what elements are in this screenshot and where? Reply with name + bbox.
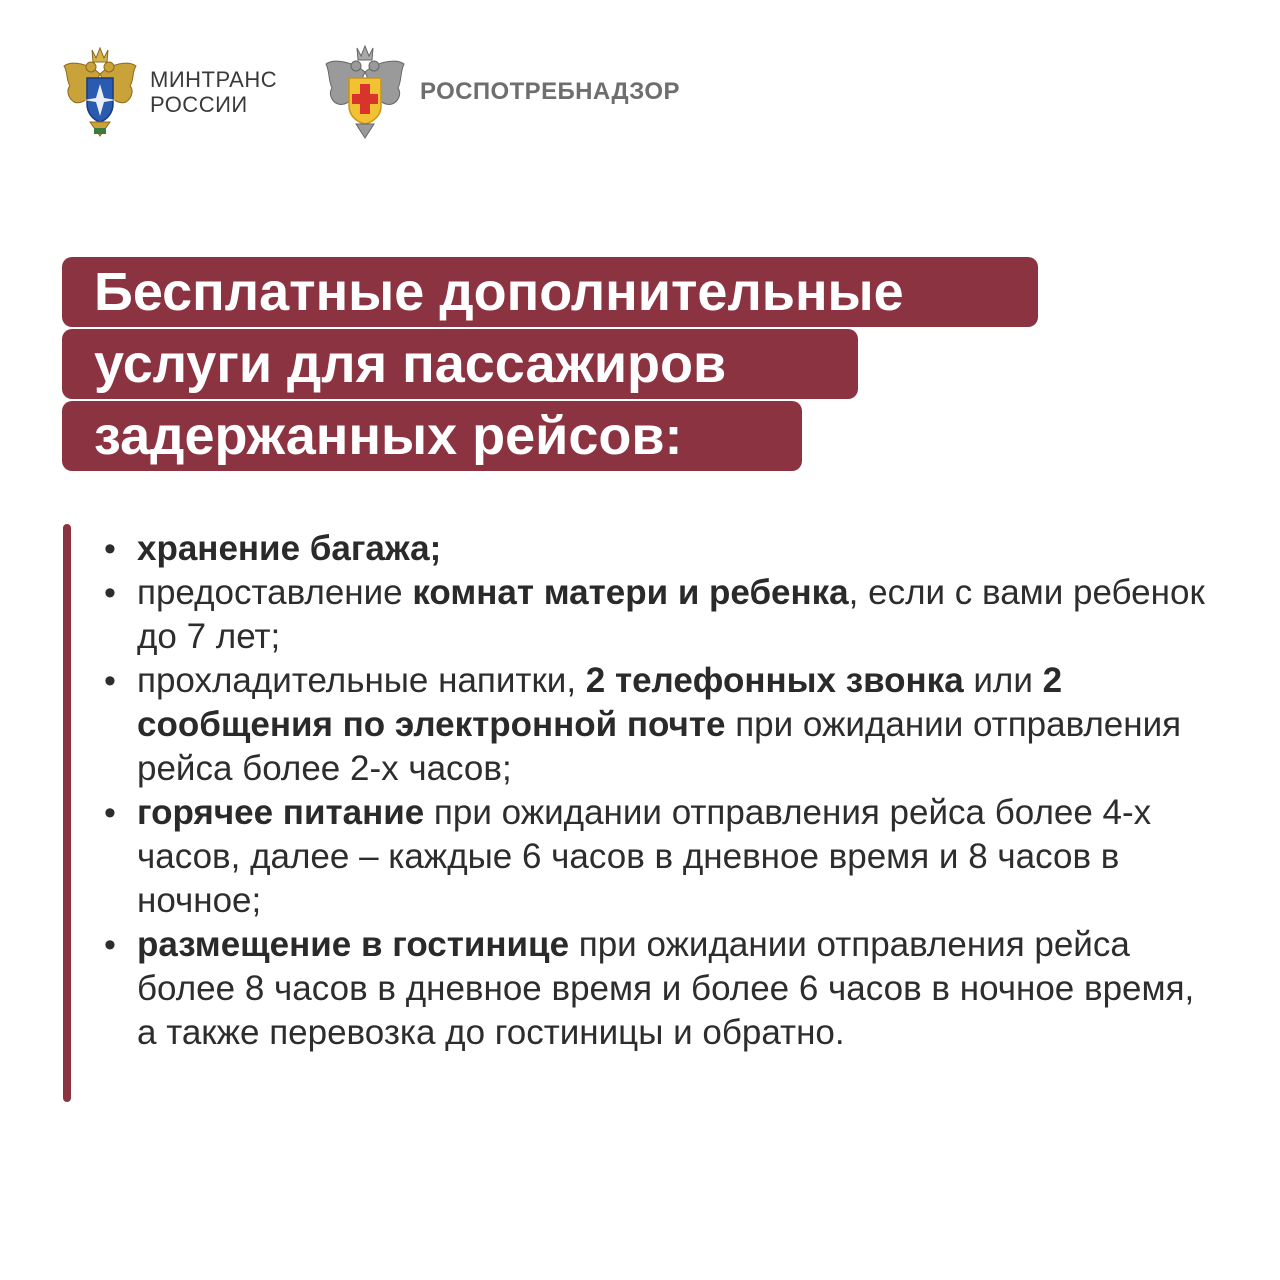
list-item-mother-child-room xyxy=(100,571,1210,659)
bullet: • xyxy=(104,662,116,700)
list-item-text: или xyxy=(963,661,1043,700)
list-item-text: при ожидании отправления рейса более 8 часов в дневное время и более 6 часов в ночное время, а также перевозка до гостиницы и обратно. xyxy=(137,925,1195,1052)
list-item-bold: размещение в гостинице xyxy=(137,925,570,964)
list-item-drinks-calls xyxy=(100,659,1210,791)
services-list xyxy=(100,527,1210,1055)
title-line-1: Бесплатные дополнительные xyxy=(62,257,1038,327)
list-item-bold: 2 телефонных звонка xyxy=(585,661,964,700)
mintrans-eagle-icon xyxy=(60,44,140,140)
list-item-text: при ожидании отправления рейса более 2-х часов; xyxy=(137,705,1182,788)
mintrans-logo xyxy=(60,42,277,142)
bullet: • xyxy=(104,530,116,568)
list-item-bold: горячее питание xyxy=(137,793,425,832)
title-line-2: услуги для пассажиров xyxy=(62,329,858,399)
bullet: • xyxy=(104,926,116,964)
bullet: • xyxy=(104,574,116,612)
list-item-text: при ожидании отправления рейса более 4-х часов, далее – каждые 6 часов в дневное время и 8 часов в ночное; xyxy=(137,793,1152,920)
accent-bar xyxy=(63,524,71,1102)
list-item-bold: 2 сообщения по электронной почте xyxy=(137,661,1063,744)
list-item-text: предоставление xyxy=(137,573,413,612)
title-line-3: задержанных рейсов: xyxy=(62,401,802,471)
list-item-bold: комнат матери и ребенка xyxy=(412,573,849,612)
rospotrebnadzor-logo-text: РОСПОТРЕБНАДЗОР xyxy=(420,78,680,105)
list-item-text: , если с вами ребенок до 7 лет; xyxy=(137,573,1205,656)
list-item-baggage xyxy=(100,527,1210,571)
rospotrebnadzor-eagle-icon xyxy=(322,44,408,140)
list-item-hot-meals xyxy=(100,791,1210,923)
list-item-text: прохладительные напитки, xyxy=(137,661,586,700)
list-item-hotel xyxy=(100,923,1210,1055)
mintrans-logo-text: МИНТРАНС РОССИИ xyxy=(150,67,278,117)
list-item-bold: хранение багажа; xyxy=(137,529,442,568)
header-logos xyxy=(60,42,760,142)
rospotrebnadzor-logo xyxy=(322,42,680,142)
bullet: • xyxy=(104,794,116,832)
